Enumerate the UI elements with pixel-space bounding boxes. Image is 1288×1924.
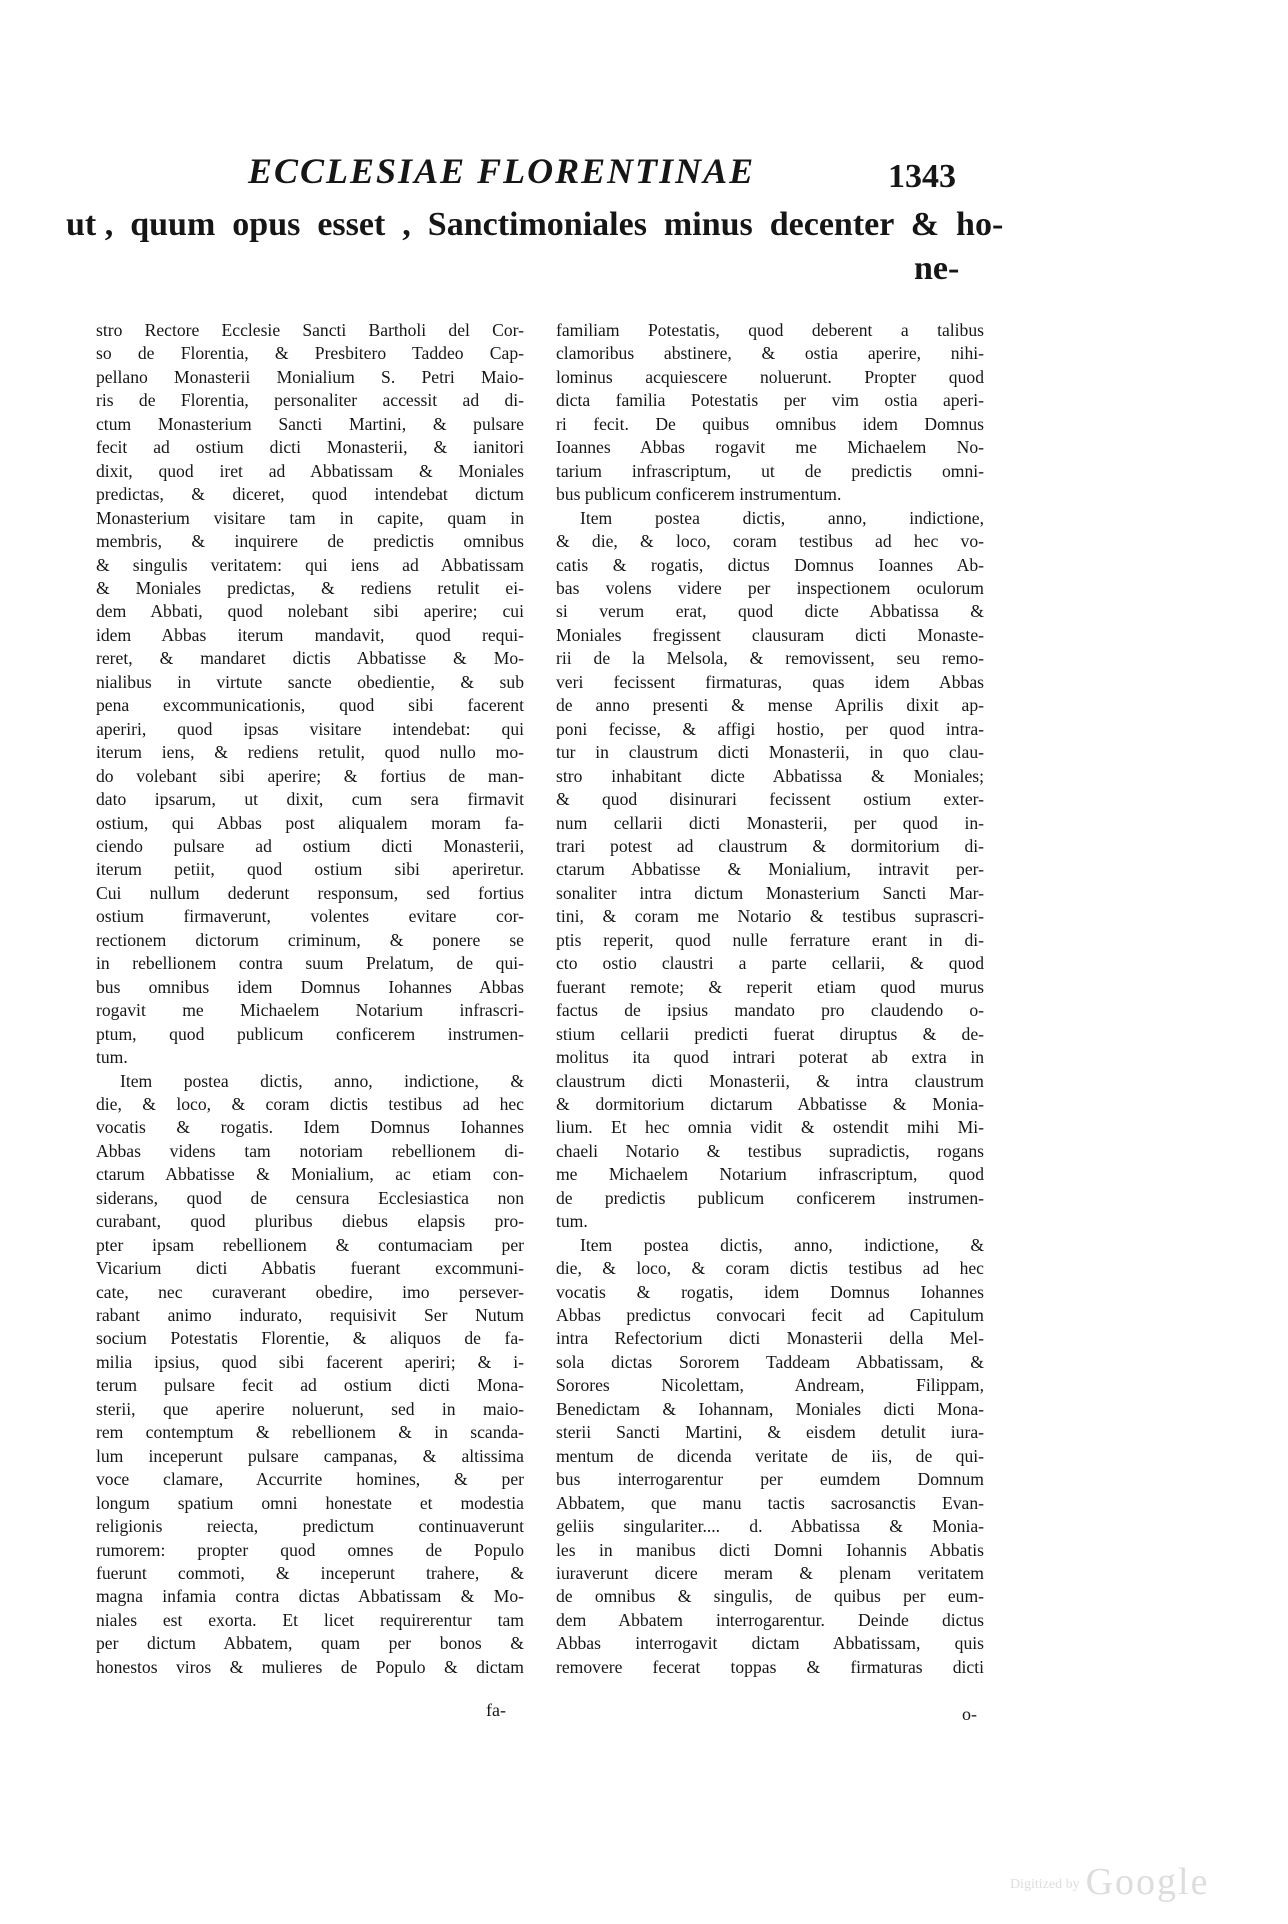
text-line: clamoribus abstinere, & ostia aperire, nihi- bbox=[556, 343, 984, 364]
text-line: chaeli Notario & testibus supradictis, rogans bbox=[556, 1140, 984, 1161]
text-line: poni fecisse, & affigi hostio, per quod intra- bbox=[556, 718, 984, 739]
text-line: per dictum Abbatem, quam per bonos & bbox=[96, 1633, 524, 1654]
text-line: Item postea dictis, anno, indictione, & bbox=[580, 1234, 984, 1255]
text-line: pellano Monasterii Monialium S. Petri Maio- bbox=[96, 366, 524, 387]
text-line: dicta familia Potestatis per vim ostia aperi- bbox=[556, 390, 984, 411]
text-line: vocatis & rogatis. Idem Domnus Iohannes bbox=[96, 1117, 524, 1138]
text-line: tur in claustrum dicti Monasterii, in quo clau- bbox=[556, 742, 984, 763]
text-line: si verum erat, quod dicte Abbatissa & bbox=[556, 601, 984, 622]
text-line: intra Refectorium dicti Monasterii della Mel- bbox=[556, 1328, 984, 1349]
text-line: voce clamare, Accurrite homines, & per bbox=[96, 1469, 524, 1490]
text-line: sterii Sancti Martini, & eisdem detulit iura- bbox=[556, 1422, 984, 1443]
text-line: cto ostio claustri a parte cellarii, & quod bbox=[556, 953, 984, 974]
text-line: sonaliter intra dictum Monasterium Sancti Mar- bbox=[556, 882, 984, 903]
text-line: rogavit me Michaelem Notarium infrascri- bbox=[96, 1000, 524, 1021]
text-line: factus de ipsius mandato pro claudendo o- bbox=[556, 1000, 984, 1021]
text-line: lum inceperunt pulsare campanas, & altissima bbox=[96, 1445, 524, 1466]
text-line: Ioannes Abbas rogavit me Michaelem No- bbox=[556, 437, 984, 458]
text-line: rabant animo indurato, requisivit Ser Nutum bbox=[96, 1305, 524, 1326]
lead-line-continuation: ne- bbox=[914, 250, 960, 287]
text-line: in rebellionem contra suum Prelatum, de qui- bbox=[96, 953, 524, 974]
text-line: dem Abbatem interrogarentur. Deinde dictus bbox=[556, 1609, 984, 1630]
text-line: iterum petiit, quod ostium sibi aperiretur. bbox=[96, 859, 524, 880]
text-line: so de Florentia, & Presbitero Taddeo Cap- bbox=[96, 343, 524, 364]
text-line: ciendo pulsare ad ostium dicti Monasterii, bbox=[96, 835, 524, 856]
text-line: me Michaelem Notarium infrascriptum, quod bbox=[556, 1164, 984, 1185]
text-line: membris, & inquirere de predictis omnibus bbox=[96, 531, 524, 552]
text-line: rectionem dictorum criminum, & ponere se bbox=[96, 929, 524, 950]
text-line: bus omnibus idem Domnus Iohannes Abbas bbox=[96, 976, 524, 997]
watermark-brand: Google bbox=[1085, 1861, 1210, 1903]
text-line: rem contemptum & rebellionem & in scanda- bbox=[96, 1422, 524, 1443]
text-line: lominus acquiescere noluerunt. Propter quod bbox=[556, 366, 984, 387]
text-line: sterii, que aperire noluerunt, sed in maio- bbox=[96, 1398, 524, 1419]
text-line: rumorem: propter quod omnes de Populo bbox=[96, 1539, 524, 1560]
text-line: Benedictam & Iohannam, Moniales dicti Mona- bbox=[556, 1398, 984, 1419]
text-line: les in manibus dicti Domni Iohannis Abbatis bbox=[556, 1539, 984, 1560]
text-line: removere fecerat toppas & firmaturas dicti bbox=[556, 1656, 984, 1677]
text-line: terum pulsare fecit ad ostium dicti Mona- bbox=[96, 1375, 524, 1396]
text-line: claustrum dicti Monasterii, & intra claustrum bbox=[556, 1070, 984, 1091]
text-line: milia ipsius, quod sibi facerent aperiri; & i- bbox=[96, 1351, 524, 1372]
text-line: pter ipsam rebellionem & contumaciam per bbox=[96, 1234, 524, 1255]
text-line: iterum iens, & rediens retulit, quod nullo mo- bbox=[96, 742, 524, 763]
left-column bbox=[96, 319, 524, 1679]
text-line: bas volens videre per inspectionem oculorum bbox=[556, 577, 984, 598]
text-line: ctarum Abbatisse & Monialium, intravit per- bbox=[556, 859, 984, 880]
watermark-prefix: Digitized by bbox=[1010, 1877, 1080, 1893]
text-line: pena excommunicationis, quod sibi facerent bbox=[96, 695, 524, 716]
text-line: ri fecit. De quibus omnibus idem Domnus bbox=[556, 413, 984, 434]
text-line: rii de la Melsola, & removissent, seu remo- bbox=[556, 648, 984, 669]
text-line: & singulis veritatem: qui iens ad Abbatissam bbox=[96, 554, 524, 575]
text-line: ostium, qui Abbas post aliqualem moram fa- bbox=[96, 812, 524, 833]
text-line: ctarum Abbatisse & Monialium, ac etiam con- bbox=[96, 1164, 524, 1185]
text-line: stium cellarii predicti fuerat diruptus & de- bbox=[556, 1023, 984, 1044]
page-number: 1343 bbox=[888, 158, 956, 195]
text-line: geliis singulariter.... d. Abbatissa & Monia- bbox=[556, 1516, 984, 1537]
text-line: dato ipsarum, ut dixit, cum sera firmavit bbox=[96, 789, 524, 810]
text-line: Abbas predictus convocari fecit ad Capitulum bbox=[556, 1305, 984, 1326]
text-line: mentum de dicenda veritate de iis, de qui- bbox=[556, 1445, 984, 1466]
running-head: ECCLESIAE FLORENTINAE bbox=[248, 151, 756, 191]
text-line: & dormitorium dictarum Abbatisse & Monia- bbox=[556, 1093, 984, 1114]
lead-line: ut , quum opus esset , Sanctimoniales minus decenter & ho- bbox=[66, 206, 1004, 243]
text-line: Abbas videns tam notoriam rebellionem di- bbox=[96, 1140, 524, 1161]
text-line: Monasterium visitare tam in capite, quam in bbox=[96, 507, 524, 528]
text-line: fuerunt commoti, & inceperunt trahere, & bbox=[96, 1563, 524, 1584]
text-line: die, & loco, & coram dictis testibus ad hec bbox=[556, 1258, 984, 1279]
digitized-watermark bbox=[1010, 1860, 1209, 1904]
text-line: nialibus in virtute sancte obedientie, & sub bbox=[96, 671, 524, 692]
right-column bbox=[556, 319, 984, 1679]
text-line: predictas, & diceret, quod intendebat dictum bbox=[96, 484, 524, 505]
left-catchword: fa- bbox=[486, 1700, 506, 1720]
text-line: de omnibus & singulis, de quibus per eum- bbox=[556, 1586, 984, 1607]
text-line: fuerant remote; & reperit etiam quod murus bbox=[556, 976, 984, 997]
text-line: niales est exorta. Et licet requirerentur tam bbox=[96, 1609, 524, 1630]
text-line: familiam Potestatis, quod deberent a talibus bbox=[556, 320, 984, 340]
text-line: & quod disinurari fecissent ostium exter- bbox=[556, 789, 984, 810]
text-line: fecit ad ostium dicti Monasterii, & ianitori bbox=[96, 437, 524, 458]
text-line: reret, & mandaret dictis Abbatisse & Mo- bbox=[96, 648, 524, 669]
text-line: ctum Monasterium Sancti Martini, & pulsare bbox=[96, 413, 524, 434]
text-line: do volebant sibi aperire; & fortius de man- bbox=[96, 765, 524, 786]
text-line: stro Rectore Ecclesie Sancti Bartholi del Cor- bbox=[96, 320, 524, 340]
text-line: tum. bbox=[556, 1211, 588, 1232]
text-line: sola dictas Sororem Taddeam Abbatissam, & bbox=[556, 1351, 984, 1372]
text-line: ostium firmaverunt, volentes evitare cor- bbox=[96, 906, 524, 927]
text-line: veri fecissent firmaturas, quas idem Abbas bbox=[556, 671, 984, 692]
text-line: bus interrogarentur per eumdem Domnum bbox=[556, 1469, 984, 1490]
text-line: religionis reiecta, predictum continuaverunt bbox=[96, 1516, 524, 1537]
text-line: socium Potestatis Florentie, & aliquos de fa- bbox=[96, 1328, 524, 1349]
text-line: curabant, quod pluribus diebus elapsis pro- bbox=[96, 1211, 524, 1232]
text-line: catis & rogatis, dictus Domnus Ioannes Ab- bbox=[556, 554, 984, 575]
text-line: tarium infrascriptum, ut de predictis omni- bbox=[556, 460, 984, 481]
text-line: molitus ita quod intrari poterat ab extra in bbox=[556, 1047, 984, 1068]
text-line: de predictis publicum conficerem instrumen- bbox=[556, 1187, 984, 1208]
text-line: Moniales fregissent clausuram dicti Monaste- bbox=[556, 624, 984, 645]
text-line: Sorores Nicolettam, Andream, Filippam, bbox=[556, 1375, 984, 1396]
text-line: lium. Et hec omnia vidit & ostendit mihi Mi- bbox=[556, 1117, 984, 1138]
text-line: & Moniales predictas, & rediens retulit ei- bbox=[96, 577, 524, 598]
text-line: siderans, quod de censura Ecclesiastica non bbox=[96, 1187, 524, 1208]
text-line: honestos viros & mulieres de Populo & dictam bbox=[96, 1656, 524, 1677]
right-catchword: o- bbox=[962, 1704, 977, 1724]
text-line: tum. bbox=[96, 1047, 128, 1068]
text-line: Item postea dictis, anno, indictione, & bbox=[120, 1070, 524, 1091]
text-line: Item postea dictis, anno, indictione, bbox=[580, 507, 984, 528]
text-line: aperiri, quod ipsas visitare intendebat: qui bbox=[96, 718, 524, 739]
text-line: dixit, quod iret ad Abbatissam & Moniales bbox=[96, 460, 524, 481]
text-line: Abbatem, que manu tactis sacrosanctis Evan- bbox=[556, 1492, 984, 1513]
text-line: tini, & coram me Notario & testibus suprascri- bbox=[556, 906, 984, 927]
text-line: trari potest ad claustrum & dormitorium di- bbox=[556, 835, 984, 856]
text-line: stro inhabitant dicte Abbatissa & Moniales; bbox=[556, 765, 984, 786]
text-line: die, & loco, & coram dictis testibus ad hec bbox=[96, 1093, 524, 1114]
text-line: Abbas interrogavit dictam Abbatissam, quis bbox=[556, 1633, 984, 1654]
text-line: de anno presenti & mense Aprilis dixit ap- bbox=[556, 695, 984, 716]
text-line: Cui nullum dederunt responsum, sed fortius bbox=[96, 882, 524, 903]
text-line: ptum, quod publicum conficerem instrumen- bbox=[96, 1023, 524, 1044]
text-line: idem Abbas iterum mandavit, quod requi- bbox=[96, 624, 524, 645]
text-line: iuraverunt dicere meram & plenam veritatem bbox=[556, 1563, 984, 1584]
text-line: num cellarii dicti Monasterii, per quod in- bbox=[556, 812, 984, 833]
text-line: vocatis & rogatis, idem Domnus Iohannes bbox=[556, 1281, 984, 1302]
text-line: magna infamia contra dictas Abbatissam & Mo- bbox=[96, 1586, 524, 1607]
text-line: dem Abbati, quod nolebant sibi aperire; cui bbox=[96, 601, 524, 622]
text-line: cate, nec curaverant obedire, imo persever- bbox=[96, 1281, 524, 1302]
text-line: ris de Florentia, personaliter accessit ad di- bbox=[96, 390, 524, 411]
text-line: longum spatium omni honestate et modestia bbox=[96, 1492, 524, 1513]
text-line: & die, & loco, coram testibus ad hec vo- bbox=[556, 531, 984, 552]
text-line: Vicarium dicti Abbatis fuerant excommuni- bbox=[96, 1258, 524, 1279]
text-line: bus publicum conficerem instrumentum. bbox=[556, 484, 842, 505]
text-line: ptis reperit, quod nulle ferrature erant in di- bbox=[556, 929, 984, 950]
